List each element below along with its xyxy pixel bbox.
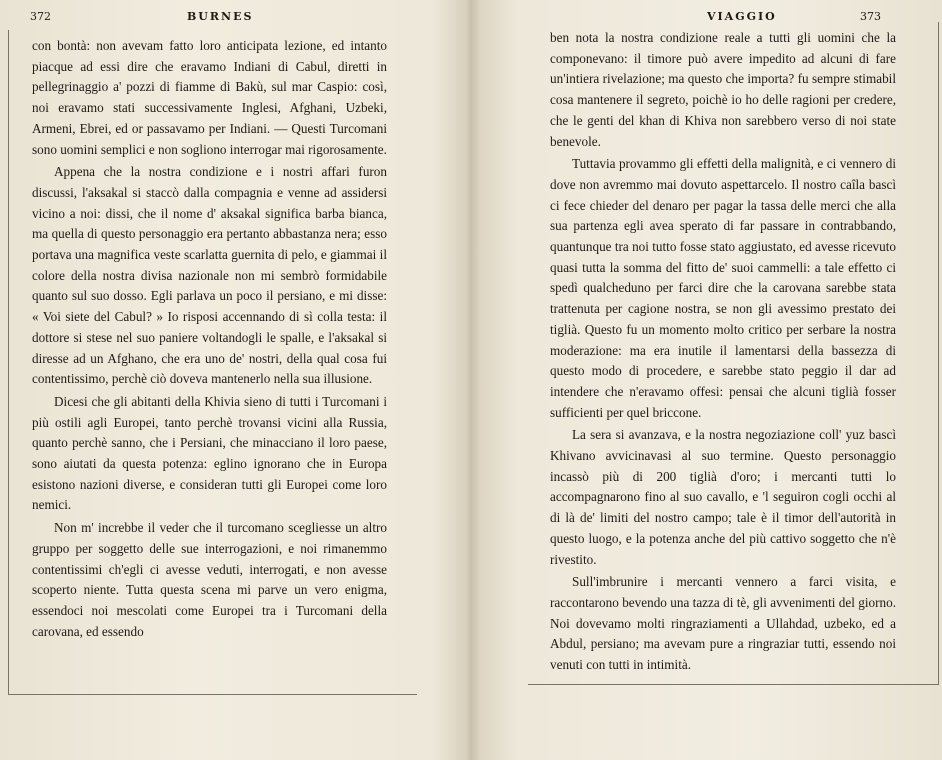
paragraph: Appena che la nostra condizione e i nostri affari furon discussi, l'aksakal si staccò dalla compagnia e venne ad assidersi vicino a noi: dissi, che il nome d' aksakal significa barba bianca, ma quella di questo personaggio era pertanto abbastanza nera; esso portava una magnifica veste scarlatta guernita di pelo, e giammai il colore della nostra divisa nazionale non mi sembrò formidabile quanto sul suo dosso. Egli parlava un poco il persiano, e mi disse: « Voi siete del Cabul? » Io risposi accennando di sì colla testa: il dottore si stese nel suo paniere voltandogli le spalle, e l'aksakal si diresse ad un Afghano, che era uno de' nostri, della qual cosa fui contentissimo, perchè ciò doveva mantenerlo nella sua illusione. [32, 164, 387, 387]
left-page [0, 0, 470, 760]
page-number: 373 [860, 10, 881, 23]
running-head: BURNES [187, 10, 254, 23]
paragraph: Dicesi che gli abitanti della Khivia sieno di tutti i Turcomani i più ostili agli Europei, tanto perchè trovansi vicini alla Russia, quanto perchè sanno, che i Persiani, che minacciano il loro paese, sono aiutati da questa potenza: eglino ignorano che in Europa esistono nazioni diverse, e consideran tutti gli Europei come loro nemici. [32, 393, 387, 513]
page-text [32, 36, 387, 642]
paragraph: Tuttavia provammo gli effetti della malignità, e ci vennero di dove non avremmo mai dovuto aspettarcelo. Il nostro caîla bascì ci fece chieder del denaro per pagar la tassa delle merci che alla sua partenza egli avea sperato di far passare in contrabbando, quantunque tra noi tutto fosse stato aggiustato, ed avesse ricevuto quasi tutta la somma del fitto de' suoi cammelli: a tale effetto ci spedì qualcheduno per farci dire che la carovana sarebbe stata trattenuta per cagione nostra, se non gli avessimo prestato dei tiglià. Questo fu un momento molto critico per serbare la nostra moderazione: ma era inutile il lamentarsi della bassezza di questo modo di procedere, e sarebbe stato peggio il dar ad intendere che n'eravamo offesi: pensai che alcuni tiglià fosser sufficienti per quel briccone. [550, 156, 896, 420]
paragraph: ben nota la nostra condizione reale a tutti gli uomini che la componevano: il timore può avere impedito ad alcuni di fare un'intiera rivelazione; ma questo che importa? fu sempre stimabil cosa mantenere il segreto, poichè io ho delle ragioni per credere, che le genti del khan di Khiva non sarebbero verso di noi state benevole. [550, 30, 896, 149]
paragraph: Non m' increbbe il veder che il turcomano scegliesse un altro gruppo per soggetto delle sue interrogazioni, e noi rimanemmo contentissimi ch'egli ci avesse veduti, interrogati, e non avesse scoperto niente. Tutta questa scena mi parve un vero enigma, essendoci noi mescolati come Europei tra i Turcomani della carovana, ed essendo [32, 520, 387, 639]
paragraph: La sera si avanzava, e la nostra negoziazione coll' yuz bascì Khivano avvicinavasi al suo termine. Questo personaggio incassò più di 200 tiglià d'oro; i mercanti tutti lo accompagnarono fino al suo cavallo, e 'l seguiron cogli occhi al di là de' limiti del nostro campo; tale è il timor dell'autorità in questo luogo, e la potenza anche del più cattivo soggetto che n'è rivestito. [550, 427, 896, 567]
running-head: VIAGGIO [707, 10, 777, 23]
right-page [472, 0, 942, 760]
page-text [550, 28, 896, 676]
paragraph: con bontà: non avevam fatto loro anticipata lezione, ed intanto piacque ad essi dire che eravamo Indiani di Cabul, diretti in pellegrinaggio a' pozzi di fiamme di Bakù, sul mar Caspio: così, noi eravamo stati successivamente Inglesi, Afghani, Uzbeki, Armeni, Ebrei, ed or passavamo per Indiani. — Questi Turcomani sono uomini semplici e non sogliono interrogar mai rigorosamente. [32, 38, 387, 157]
paragraph: Sull'imbrunire i mercanti vennero a farci visita, e raccontarono bevendo una tazza di tè, gli avvenimenti del giorno. Noi dovevamo molti ringraziamenti a Ullahdad, uzbeko, ed a Abdul, persiano; ma avevam pure a ringraziar tutti, essendo noi venuti con tutti in intimità. [550, 574, 896, 673]
page-number: 372 [30, 10, 51, 23]
